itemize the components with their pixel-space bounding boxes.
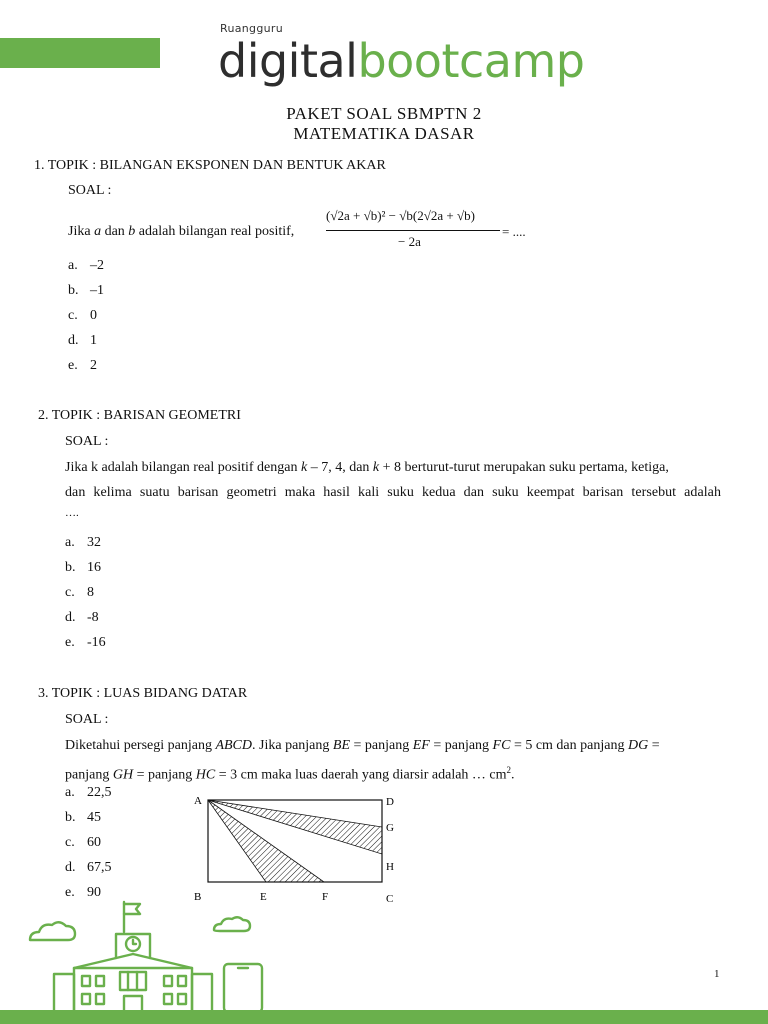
q1-option-a: a. –2 (68, 258, 104, 273)
q2-stem (65, 455, 721, 521)
q3-options (65, 785, 112, 910)
label-g: G (386, 822, 394, 834)
doc-title-line1: PAKET SOAL SBMPTN 2 (286, 104, 482, 123)
label-c: C (386, 893, 394, 905)
q2-soal-label: SOAL : (65, 434, 109, 449)
q1-options (68, 258, 104, 383)
q1-soal-label: SOAL : (68, 183, 112, 198)
q3-option-b: b. 45 (65, 810, 101, 825)
q2-options (65, 535, 106, 660)
q2-topic: 2. TOPIK : BARISAN GEOMETRI (38, 408, 241, 423)
q3-option-d: d. 67,5 (65, 860, 112, 875)
q1-fraction-denominator: − 2a (398, 234, 421, 249)
q2-stem-line1: Jika k adalah bilangan real positif dengan k – 7, 4, dan k + 8 berturut-turut merupakan suku pertama, ketiga, (65, 460, 669, 475)
q3-option-c: c. 60 (65, 835, 101, 850)
q1-equals: = .... (502, 224, 526, 239)
label-h: H (386, 861, 394, 873)
label-d: D (386, 796, 394, 808)
q3-option-e: e. 90 (65, 885, 101, 900)
q1-option-d: d. 1 (68, 333, 97, 348)
q3-stem-line1: Diketahui persegi panjang ABCD. Jika panjang BE = panjang EF = panjang FC = 5 cm dan panjang DG = (65, 738, 660, 753)
brand-part-digital: digital (218, 34, 358, 88)
header-green-bar (0, 38, 160, 68)
q1-fraction-numerator: (√2a + √b)² − √b(2√2a + √b) (326, 208, 475, 223)
q2-option-b: b. 16 (65, 560, 101, 575)
q2-stem-line2: dan kelima suatu barisan geometri maka hasil kali suku kedua dan suku keempat barisan tersebut adalah (65, 485, 721, 500)
label-a: A (194, 795, 202, 807)
brand-ruangguru: Ruangguru (220, 22, 283, 35)
q1-option-e: e. 2 (68, 358, 97, 373)
q2-stem-line3: …. (65, 507, 79, 519)
q2-option-e: e. -16 (65, 635, 106, 650)
q3-stem (65, 733, 721, 788)
label-f: F (322, 891, 329, 903)
brand-part-bootcamp: bootcamp (357, 34, 585, 88)
q3-topic: 3. TOPIK : LUAS BIDANG DATAR (38, 686, 248, 701)
footer-green-bar (0, 1010, 768, 1024)
q3-soal-label: SOAL : (65, 712, 109, 727)
school-building-illustration (24, 900, 284, 1012)
q2-option-c: c. 8 (65, 585, 94, 600)
label-b: B (194, 891, 202, 903)
page-number: 1 (714, 968, 720, 980)
label-e: E (260, 891, 267, 903)
q3-stem-line2: panjang GH = panjang HC = 3 cm maka luas daerah yang diarsir adalah … $cm^2$. (65, 765, 515, 783)
doc-title-line2: MATEMATIKA DASAR (293, 124, 475, 143)
q1-option-c: c. 0 (68, 308, 97, 323)
q3-rectangle-figure (190, 790, 410, 910)
q2-option-a: a. 32 (65, 535, 101, 550)
q1-stem: Jika a dan b adalah bilangan real positif, (68, 224, 295, 239)
q2-option-d: d. -8 (65, 610, 99, 625)
q1-fraction-bar (326, 230, 500, 231)
brand-logo (218, 36, 584, 86)
q1-option-b: b. –1 (68, 283, 104, 298)
q3-option-a: a. 22,5 (65, 785, 112, 800)
q1-topic: 1. TOPIK : BILANGAN EKSPONEN DAN BENTUK AKAR (34, 158, 386, 173)
